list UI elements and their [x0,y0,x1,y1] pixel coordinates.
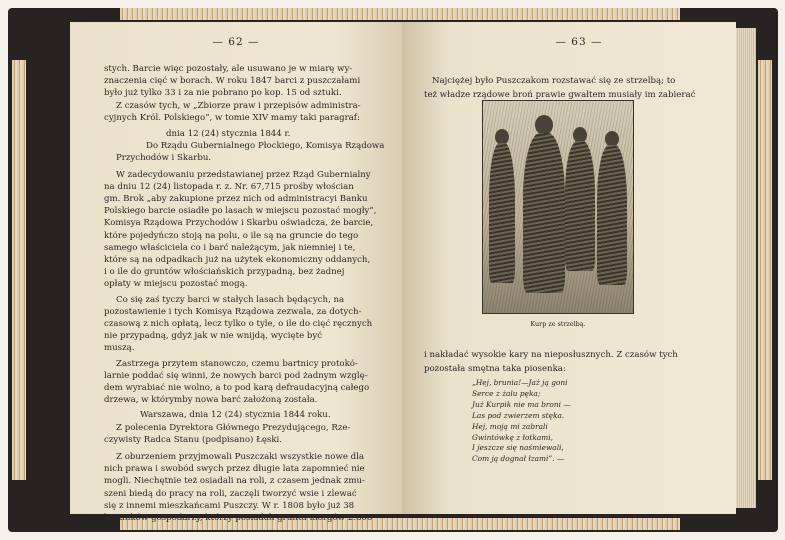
right-page [402,22,736,514]
text-line: gm. Brok „aby zakupione przez nich od administracyi Banku [104,194,368,204]
text-line: Co się zaś tyczy barci w stałych lasach będących, na [116,294,345,305]
text-line: Polskiego barcie osiadłe po lasach w miejscu pozostać mogły”, [104,206,377,217]
text-line: W zadecydowaniu przedstawianej przez Rząd Gubernialny [116,169,371,180]
text-line: Najciężej było Puszczakom rozstawać się ze strzelbą; to [432,76,676,86]
text-line: nie przypadną, gdyż jak w nie wnijdą, wycięte być [104,331,323,342]
poem-line: Gwintówkę z łotkami, [472,432,553,442]
text-line: które pojedyńczo stoją na polu, o ile są na gruncie do tego [104,230,359,241]
text-line: Przychodów i Skarbu. [116,153,212,164]
text-line: i nakładać wysokie kary na nieposłusznych. Z czasów tych [424,350,678,360]
text-line: Z polecenia Dyrektora Głównego Prezydującego, Rze- [116,422,351,433]
text-line: też władze rządowe broń prawie gwałtem musiały im zabierać [424,90,696,100]
page-number: — 62 — [212,36,260,48]
text-line: czywisty Radca Stanu (podpisano) Łęski. [104,434,283,445]
engraving-illustration [482,100,634,314]
text-line: larnie poddać się winni, że nowych barci pod żadnym wzglę- [104,370,368,381]
left-page [70,22,402,523]
text-line: się z innemi mieszkańcami Puszczy. W r. 1808 było już 38 [104,500,355,511]
text-line: nich prawa i swobód swych przez długie lata zapomnieć nie [104,464,365,475]
marbled-endpaper-top [120,8,680,20]
figure [597,145,627,285]
marbled-endpaper-left [12,60,26,480]
text-line: Z oburzeniem przyjmowali Puszczaki wszystkie nowe dla [116,452,365,462]
text-line: bartników-gospodarzy, którzy posiadali gruntu morgów 2.806 [104,513,373,523]
illustration-caption: Kurp ze strzelbą. [530,320,586,328]
text-line: cyjnych Król. Polskiego”, w tomie XIV mamy taki paragraf: [104,112,360,123]
text-line: czasową z nich opłatą, lecz tylko o tyle, o ile do cięć ręcznych [104,319,373,329]
text-line: muszą. [104,343,135,354]
text-line: Zastrzega przytem stanowczo, czemu bartnicy protokó- [116,358,358,369]
figure [565,141,595,271]
poem-line: Hej, moją mi zabrali [472,421,548,431]
text-line: dnia 12 (24) stycznia 1844 r. [166,129,291,139]
text-line: stych. Barcie więc pozostały, ale usuwano je w miarę wy- [104,64,353,74]
page-number: — 63 — [555,36,603,48]
poem-line: „Hej, brunia!—Jaż ją goni [472,378,568,387]
text-line: pozostała smętna taka piosenka: [424,364,566,374]
poem-line: Już Kurpik nie ma broni — [472,399,571,409]
page-edges [736,28,756,508]
text-line: mogli. Niechętnie też osiadali na roli, z czasem jednak zmu- [104,476,365,487]
figure-man-with-rifle [523,133,565,293]
poem-line: Serce z żalu pęka; [472,388,541,398]
text-line: opłaty w miejscu pozostać mogą. [104,279,248,290]
text-line: Warszawa, dnia 12 (24) stycznia 1844 roku. [140,410,331,421]
poem-line: Las pod zwierzem stęka. [472,410,565,420]
text-line: które są na odpadkach już na użytek ekonomiczny oddanych, [104,255,371,265]
text-line: Z czasów tych, w „Zbiorze praw i przepisów administra- [116,100,361,111]
poem-line: I jeszcze się naśmiewali, [472,443,564,453]
text-line: szeni biedą do pracy na roli, zaczęli tworzyć wsie i zlewać [104,488,357,499]
text-line: samego właściciela co i barć należącym, jak niemniej i te, [104,242,356,253]
text-line: Do Rządu Gubernialnego Płockiego, Komisya Rządowa [146,141,385,152]
text-line: drzewa, w którymby nowa barć założoną została. [104,395,318,406]
text-line: znaczenia cięć w borach. W roku 1847 barci z puszczałami [104,76,361,87]
figure [489,143,515,283]
text-line: było już tylko 33 i za nie pobrano po kop. 15 od sztuki. [104,88,342,99]
marbled-endpaper-right [758,60,772,480]
figure-head [535,115,553,135]
text-line: pozostawienie i tych Komisya Rządowa zezwala, za dotych- [104,306,362,317]
text-line: Komisya Rządowa Przychodów i Skarbu oświadcza, że barcie, [104,218,374,229]
poem-line: Com ją dognał łzami”. — [472,454,565,464]
text-line: na dniu 12 (24) listopada r. z. Nr. 67,715 prośby włościan [104,181,354,192]
text-line: dem wyrabiać nie wolno, a to pod karą defraudacyjną całego [104,383,370,393]
text-line: i o ile do gruntów włościańskich przypadną, bez żadnej [104,267,345,278]
